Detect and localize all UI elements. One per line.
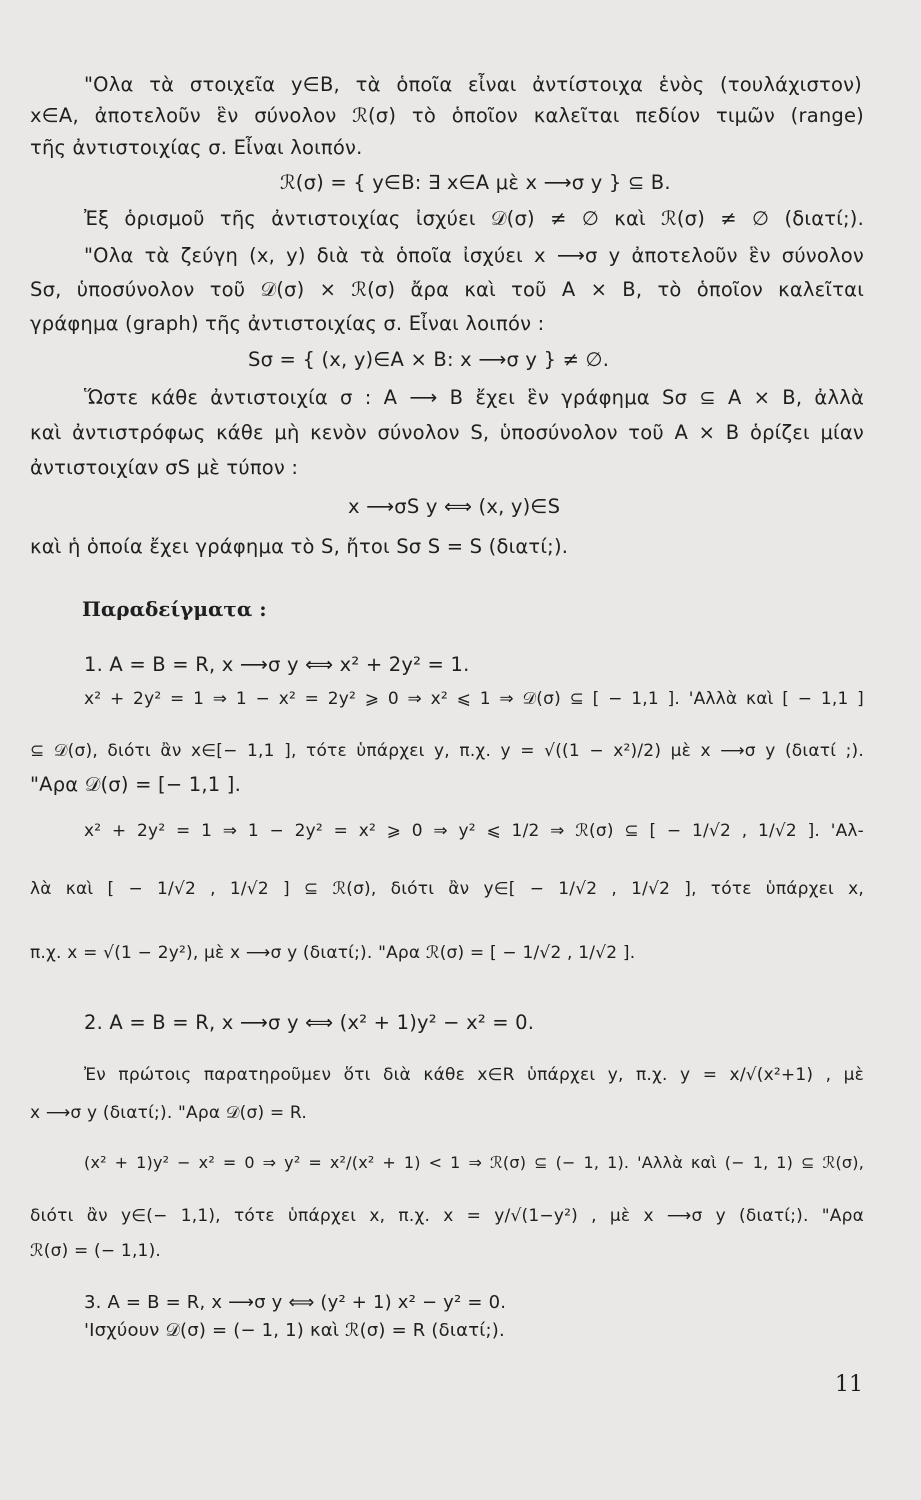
example-2-title: 2. A = B = R, x ⟶σ y ⟺ (x² + 1)y² − x² = 0. (84, 1011, 535, 1034)
example-3-title: 3. A = B = R, x ⟶σ y ⟺ (y² + 1) x² − y² = 0. (84, 1292, 507, 1313)
text-line-10: Ὥστε κάθε ἀντιστοιχία σ : A ⟶ B ἔχει ἓν γράφημα Sσ ⊆ A × B, ἀλλὰ (84, 386, 864, 409)
text-line-14: καὶ ἡ ὁποία ἔχει γράφημα τὸ S, ἤτοι Sσ S = S (διατί;). (30, 535, 569, 558)
example-1-line-5: λὰ καὶ [ − 1/√2 , 1/√2 ] ⊆ ℛ(σ), διότι ἂν y∈[ − 1/√2 , 1/√2 ], τότε ὑπάρχει x, (30, 879, 864, 899)
example-1-line-6: π.χ. x = √(1 − 2y²), μὲ x ⟶σ y (διατί;). "Αρα ℛ(σ) = [ − 1/√2 , 1/√2 ]. (30, 943, 636, 963)
text-line-5: Ἐξ ὁρισμοῦ τῆς ἀντιστοιχίας ἰσχύει 𝒟(σ) ≠ ∅ καὶ ℛ(σ) ≠ ∅ (διατί;). (84, 207, 864, 230)
example-1-line-1: x² + 2y² = 1 ⇒ 1 − x² = 2y² ⩾ 0 ⇒ x² ⩽ 1 ⇒ 𝒟(σ) ⊆ [ − 1,1 ]. 'Αλλὰ καὶ [ − 1,1 ] (84, 689, 864, 709)
text-line-6: "Ολα τὰ ζεύγη (x, y) διὰ τὰ ὁποῖα ἰσχύει x ⟶σ y ἀποτελοῦν ἓν σύνολον (84, 244, 864, 267)
text-line-7: Sσ, ὑποσύνολον τοῦ 𝒟(σ) × ℛ(σ) ἄρα καὶ τοῦ A × B, τὸ ὁποῖον καλεῖται (30, 278, 864, 301)
example-1-line-2: ⊆ 𝒟(σ), διότι ἂν x∈[− 1,1 ], τότε ὑπάρχει y, π.χ. y = √((1 − x²)/2) μὲ x ⟶σ y (διατί ;). (30, 741, 864, 761)
example-1-title: 1. A = B = R, x ⟶σ y ⟺ x² + 2y² = 1. (84, 653, 470, 676)
example-2-line-1: Ἐν πρώτοις παρατηροῦμεν ὅτι διὰ κάθε x∈R ὑπάρχει y, π.χ. y = x/√(x²+1) , μὲ (84, 1065, 864, 1085)
text-line-12: ἀντιστοιχίαν σS μὲ τύπον : (30, 456, 299, 479)
examples-heading: Παραδείγματα : (82, 597, 267, 621)
text-line-2: x∈A, ἀποτελοῦν ἓν σύνολον ℛ(σ) τὸ ὁποῖον καλεῖται πεδίον τιμῶν (range) (30, 104, 864, 127)
formula-graph-def: Sσ = { (x, y)∈A × B: x ⟶σ y } ≠ ∅. (248, 348, 610, 371)
text-line-3: τῆς ἀντιστοιχίας σ. Εἶναι λοιπόν. (30, 136, 363, 159)
example-1-line-3: "Αρα 𝒟(σ) = [− 1,1 ]. (30, 773, 241, 796)
formula-s-def: x ⟶σS y ⟺ (x, y)∈S (348, 495, 561, 518)
text-line-1: "Ολα τὰ στοιχεῖα y∈B, τὰ ὁποῖα εἶναι ἀντίστοιχα ἑνὸς (τουλάχιστον) (84, 73, 862, 96)
example-3-line-1: 'Ισχύουν 𝒟(σ) = (− 1, 1) καὶ ℛ(σ) = R (διατί;). (84, 1320, 505, 1341)
example-2-line-2: x ⟶σ y (διατί;). "Αρα 𝒟(σ) = R. (30, 1103, 307, 1123)
example-2-line-3: (x² + 1)y² − x² = 0 ⇒ y² = x²/(x² + 1) < 1 ⇒ ℛ(σ) ⊆ (− 1, 1). 'Αλλὰ καὶ (− 1, 1) ⊆ ℛ(σ), (84, 1153, 864, 1172)
example-1-line-4: x² + 2y² = 1 ⇒ 1 − 2y² = x² ⩾ 0 ⇒ y² ⩽ 1/2 ⇒ ℛ(σ) ⊆ [ − 1/√2 , 1/√2 ]. 'Αλ- (84, 821, 864, 841)
text-line-8: γράφημα (graph) τῆς ἀντιστοιχίας σ. Εἶναι λοιπόν : (30, 312, 545, 335)
example-2-line-4: διότι ἂν y∈(− 1,1), τότε ὑπάρχει x, π.χ. x = y/√(1−y²) , μὲ x ⟶σ y (διατί;). "Αρα (30, 1206, 864, 1226)
text-line-11: καὶ ἀντιστρόφως κάθε μὴ κενὸν σύνολον S, ὑποσύνολον τοῦ A × B ὁρίζει μίαν (30, 421, 864, 444)
page-number: 11 (835, 1372, 863, 1397)
example-2-line-5: ℛ(σ) = (− 1,1). (30, 1241, 162, 1261)
formula-range-def: ℛ(σ) = { y∈B: ∃ x∈A μὲ x ⟶σ y } ⊆ B. (280, 171, 671, 194)
